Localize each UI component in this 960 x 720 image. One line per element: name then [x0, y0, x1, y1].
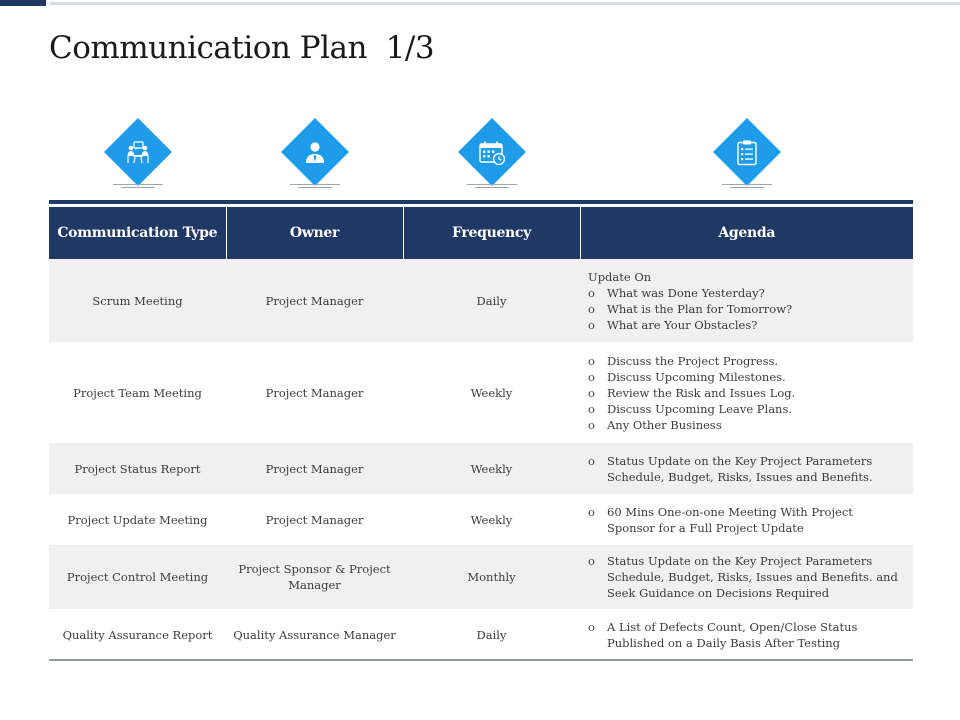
- cell-owner: Project Manager: [226, 494, 403, 545]
- agenda-item-text: Any Other Business: [607, 417, 722, 432]
- agenda-item: [588, 553, 899, 601]
- bullet-marker: o: [588, 417, 595, 432]
- bullet-marker: o: [588, 353, 595, 368]
- cell-frequency: Daily: [403, 259, 580, 342]
- bullet-marker: o: [588, 619, 595, 634]
- cell-owner: Project Sponsor & Project Manager: [226, 545, 403, 609]
- agenda-item: [588, 301, 899, 317]
- agenda-item: [588, 401, 899, 417]
- header-separator-bar: [49, 200, 913, 204]
- bullet-marker: o: [588, 401, 595, 416]
- icon-caption-line: [730, 187, 764, 188]
- cell-frequency: Weekly: [403, 494, 580, 545]
- icon-cell-communication-type: [49, 120, 226, 192]
- agenda-item-text: What is the Plan for Tomorrow?: [607, 301, 793, 316]
- cell-owner: Quality Assurance Manager: [226, 609, 403, 660]
- cell-frequency: Monthly: [403, 545, 580, 609]
- table-row: [49, 259, 913, 342]
- agenda-item: [588, 317, 899, 333]
- agenda-item-text: What was Done Yesterday?: [607, 285, 765, 300]
- bullet-marker: o: [588, 504, 595, 519]
- cell-agenda: [580, 259, 913, 342]
- agenda-item-text: 60 Mins One-on-one Meeting With Project Sponsor for a Full Project Update: [607, 504, 853, 535]
- column-header-owner: Owner: [226, 207, 403, 259]
- agenda-item-text: Discuss Upcoming Leave Plans.: [607, 401, 793, 416]
- icon-caption-line: [290, 184, 340, 185]
- clipboard-checklist-icon: [732, 138, 762, 168]
- meeting-people-icon: [123, 138, 153, 168]
- calendar-clock-icon: [477, 138, 507, 168]
- cell-communication-type: Quality Assurance Report: [49, 609, 226, 660]
- agenda-heading: Update On: [588, 269, 652, 284]
- icon-cell-frequency: [403, 120, 580, 192]
- icon-caption-line: [121, 187, 155, 188]
- column-header-communication-type: Communication Type: [49, 207, 226, 259]
- table-row: [49, 494, 913, 545]
- icon-caption-line: [722, 184, 772, 185]
- top-accent-line: [50, 2, 960, 5]
- communication-plan-table: [49, 207, 913, 660]
- agenda-item: [588, 353, 899, 369]
- icon-cell-owner: [226, 120, 403, 192]
- agenda-item-text: Review the Risk and Issues Log.: [607, 385, 796, 400]
- cell-frequency: Weekly: [403, 342, 580, 443]
- icon-caption-line: [475, 187, 509, 188]
- cell-agenda: [580, 609, 913, 660]
- cell-communication-type: Project Team Meeting: [49, 342, 226, 443]
- agenda-item-text: Status Update on the Key Project Parameters Schedule, Budget, Risks, Issues and Benefits. and Seek Guidance on Decisions Required: [607, 554, 898, 600]
- agenda-item: [588, 385, 899, 401]
- table-row: [49, 443, 913, 494]
- cell-communication-type: Scrum Meeting: [49, 259, 226, 342]
- icon-caption-line: [467, 184, 517, 185]
- bullet-marker: o: [588, 554, 595, 568]
- person-icon: [300, 138, 330, 168]
- cell-agenda: [580, 342, 913, 443]
- agenda-item-text: Discuss the Project Progress.: [607, 353, 779, 368]
- cell-frequency: Weekly: [403, 443, 580, 494]
- slide-title: Communication Plan 1/3: [49, 30, 435, 66]
- table-row: [49, 545, 913, 609]
- table-row: [49, 609, 913, 660]
- agenda-item: [588, 504, 899, 536]
- table-header-row: [49, 207, 913, 259]
- cell-agenda: [580, 494, 913, 545]
- agenda-item: [588, 369, 899, 385]
- agenda-item-text: Discuss Upcoming Milestones.: [607, 369, 786, 384]
- column-header-frequency: Frequency: [403, 207, 580, 259]
- agenda-item: [588, 285, 899, 301]
- bullet-marker: o: [588, 385, 595, 400]
- cell-agenda: [580, 545, 913, 609]
- column-header-agenda: Agenda: [580, 207, 913, 259]
- cell-frequency: Daily: [403, 609, 580, 660]
- bullet-marker: o: [588, 317, 595, 332]
- bullet-marker: o: [588, 369, 595, 384]
- table-bottom-rule: [49, 659, 913, 661]
- table-row: [49, 342, 913, 443]
- cell-communication-type: Project Update Meeting: [49, 494, 226, 545]
- bullet-marker: o: [588, 453, 595, 468]
- agenda-item: [588, 453, 899, 485]
- top-accent-bar: [0, 0, 46, 6]
- bullet-marker: o: [588, 301, 595, 316]
- agenda-item-text: Status Update on the Key Project Parameters Schedule, Budget, Risks, Issues and Benefits.: [607, 453, 873, 484]
- cell-communication-type: Project Status Report: [49, 443, 226, 494]
- icon-cell-agenda: [580, 120, 913, 192]
- agenda-item: [588, 619, 899, 651]
- cell-owner: Project Manager: [226, 259, 403, 342]
- agenda-item-text: What are Your Obstacles?: [607, 317, 758, 332]
- cell-owner: Project Manager: [226, 443, 403, 494]
- icon-row: [49, 120, 913, 192]
- cell-agenda: [580, 443, 913, 494]
- icon-caption-line: [113, 184, 163, 185]
- icon-caption-line: [298, 187, 332, 188]
- cell-communication-type: Project Control Meeting: [49, 545, 226, 609]
- bullet-marker: o: [588, 285, 595, 300]
- agenda-item-text: A List of Defects Count, Open/Close Status Published on a Daily Basis After Testing: [607, 619, 858, 650]
- cell-owner: Project Manager: [226, 342, 403, 443]
- agenda-item: [588, 417, 899, 433]
